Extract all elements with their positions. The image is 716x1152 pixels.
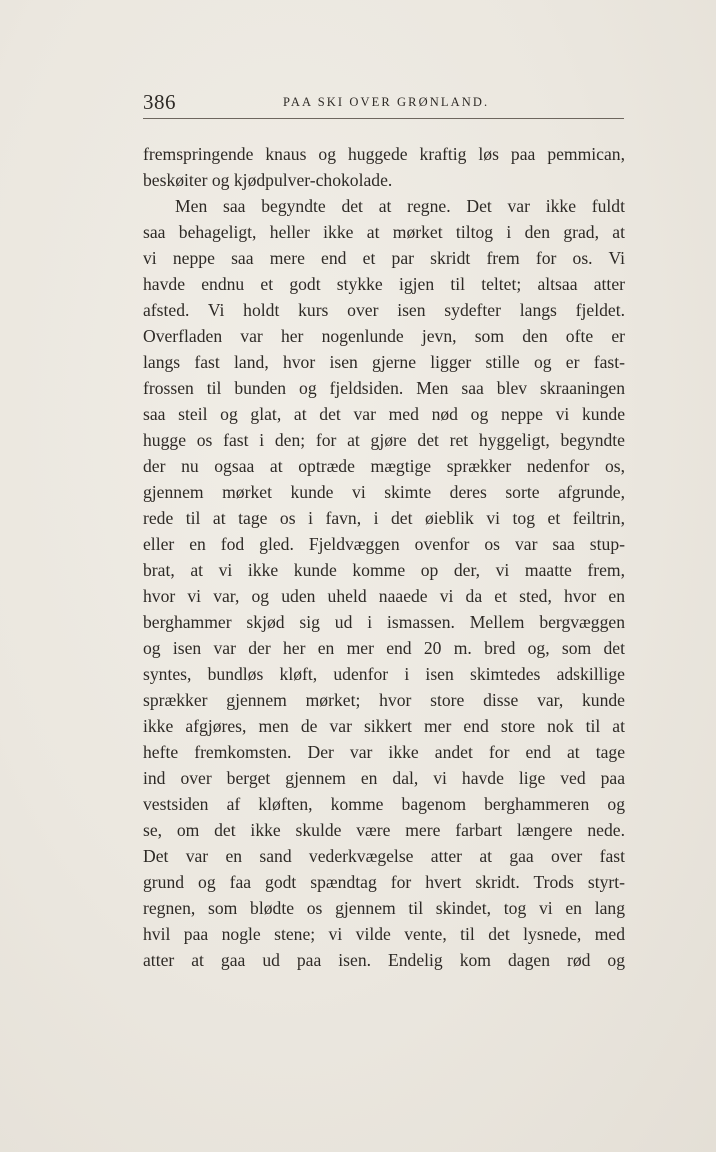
text-line: og isen var der her en mer end 20 m. bred og, som det [143,638,625,658]
page-header [143,90,624,116]
text-line: Men saa begyndte det at regne. Det var ikke fuldt [175,196,625,216]
text-line: der nu ogsaa at optræde mægtige sprækker nedenfor os, [143,456,625,476]
text-line: sprækker gjennem mørket; hvor store disse var, kunde [143,690,625,710]
text-line: atter at gaa ud paa isen. Endelig kom dagen rød og [143,950,625,970]
text-line: havde endnu et godt stykke igjen til teltet; altsaa atter [143,274,625,294]
body-text [143,141,625,973]
text-line: gjennem mørket kunde vi skimte deres sorte afgrunde, [143,482,625,502]
text-line: Det var en sand vederkvægelse atter at gaa over fast [143,846,625,866]
text-line: afsted. Vi holdt kurs over isen sydefter langs fjeldet. [143,300,625,320]
text-line: frossen til bunden og fjeldsiden. Men saa blev skraaningen [143,378,625,398]
text-line: hvil paa nogle stene; vi vilde vente, til det lysnede, med [143,924,625,944]
text-line: syntes, bundløs kløft, udenfor i isen skimtedes adskillige [143,664,625,684]
text-line: berghammer skjød sig ud i ismassen. Mellem bergvæggen [143,612,625,632]
text-line: vestsiden af kløften, komme bagenom berghammeren og [143,794,625,814]
text-line: fremspringende knaus og huggede kraftig løs paa pemmican, [143,144,625,164]
text-line: vi neppe saa mere end et par skridt frem for os. Vi [143,248,625,268]
text-line: Overfladen var her nogenlunde jevn, som den ofte er [143,326,625,346]
text-line: saa behageligt, heller ikke at mørket tiltog i den grad, at [143,222,625,242]
text-line: hvor vi var, og uden uheld naaede vi da et sted, hvor en [143,586,625,606]
page-number: 386 [143,90,176,114]
text-line: hugge os fast i den; for at gjøre det ret hyggeligt, begyndte [143,430,625,450]
text-line: grund og faa godt spændtag for hvert skridt. Trods styrt- [143,872,625,892]
text-line: regnen, som blødte os gjennem til skindet, tog vi en lang [143,898,625,918]
text-line: saa steil og glat, at det var med nød og neppe vi kunde [143,404,625,424]
text-line: ind over berget gjennem en dal, vi havde lige ved paa [143,768,625,788]
header-rule [143,118,624,119]
running-title: PAA SKI OVER GRØNLAND. [283,95,490,109]
text-line: ikke afgjøres, men de var sikkert mer end store nok til at [143,716,625,736]
text-line: brat, at vi ikke kunde komme op der, vi maatte frem, [143,560,625,580]
text-line: langs fast land, hvor isen gjerne ligger stille og er fast- [143,352,625,372]
text-line: se, om det ikke skulde være mere farbart længere nede. [143,820,625,840]
text-line: beskøiter og kjødpulver-chokolade. [143,170,393,190]
text-line: hefte fremkomsten. Der var ikke andet for end at tage [143,742,625,762]
text-line: eller en fod gled. Fjeldvæggen ovenfor os var saa stup- [143,534,625,554]
text-line: rede til at tage os i favn, i det øieblik vi tog et feiltrin, [143,508,625,528]
